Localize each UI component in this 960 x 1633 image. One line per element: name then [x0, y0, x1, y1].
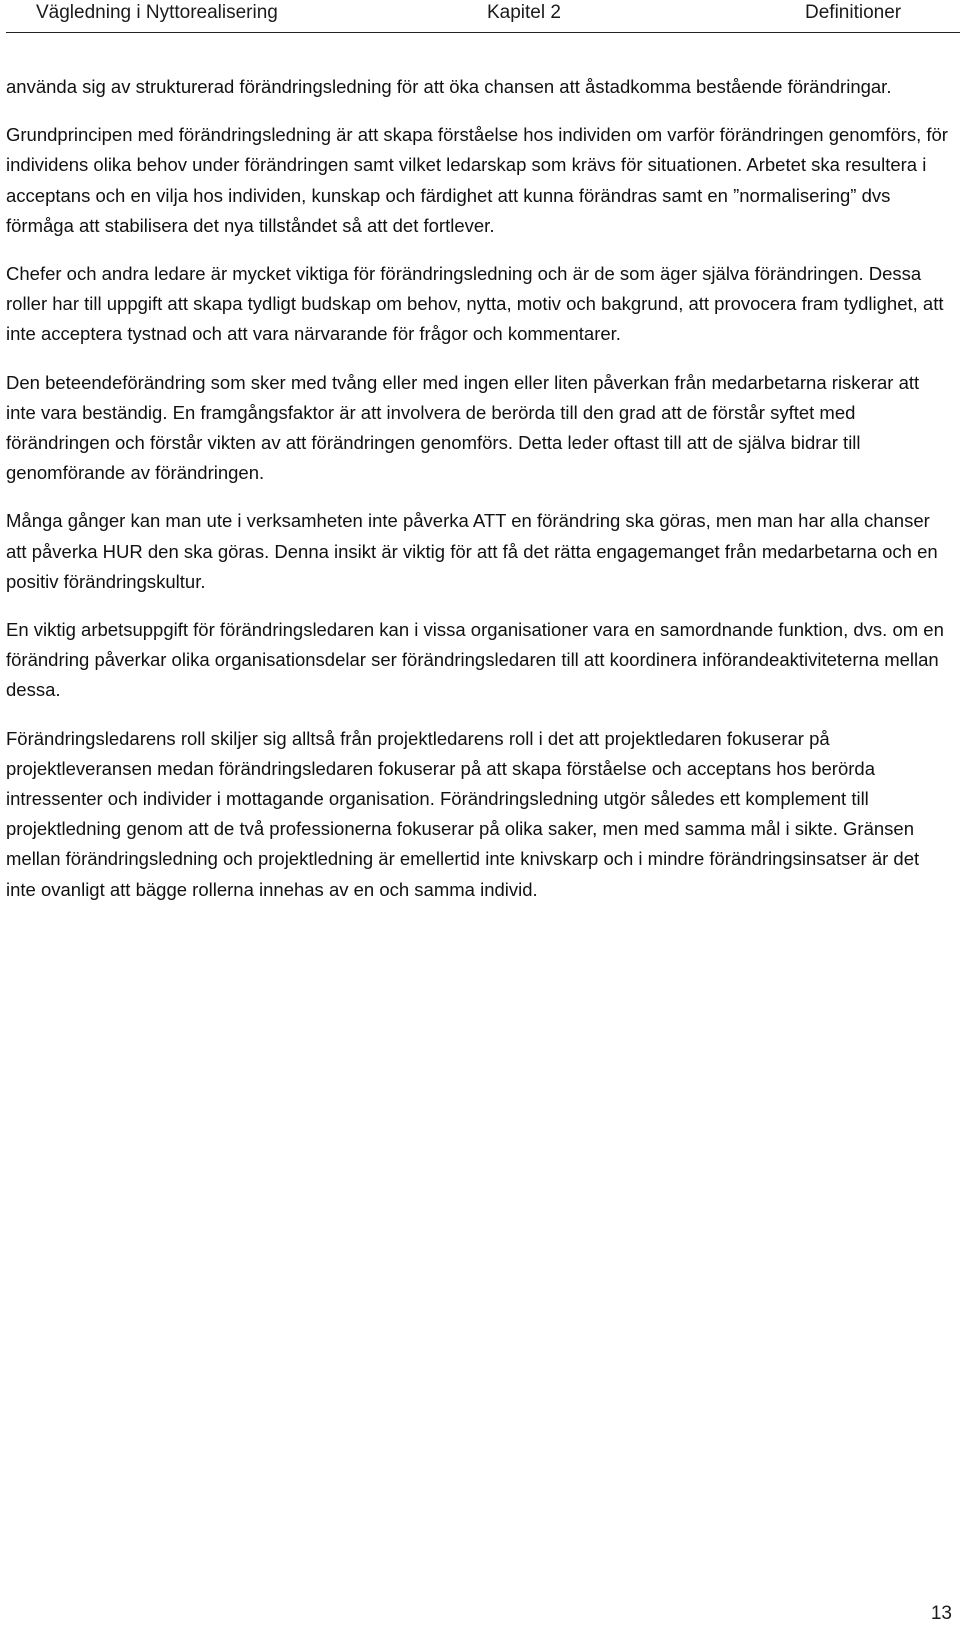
header-divider [6, 32, 960, 33]
header-section: Definitioner [805, 2, 902, 23]
paragraph-grundprincipen: Grundprincipen med förändringsledning är att skapa förståelse hos individen om varför förändringen genomförs, för individens olika behov under förändringen samt vilket ledarskap som krävs för situationen. Arbetet ska resultera i acceptans och en vilja hos individen, kunskap och färdighet att kunna förändras samt en ”normalisering” dvs förmåga att stabilisera det nya tillståndet så att det fortlever. [6, 124, 948, 236]
paragraph-arbetsuppgift: En viktig arbetsuppgift för förändringsledaren kan i vissa organisationer vara en samordnande funktion, dvs. om en förändring påverkar olika organisationsdelar ser förändringsledaren till att koordinera införandeaktiviteterna mellan dessa. [6, 619, 944, 701]
paragraph-manga-ganger: Många gånger kan man ute i verksamheten inte påverka ATT en förändring ska göras, men man har alla chanser att påverka HUR den ska göras. Denna insikt är viktig för att få det rätta engagemanget från medarbetarna och en positiv förändringskultur. [6, 510, 938, 592]
page-number: 13 [930, 1603, 952, 1624]
page-body [6, 72, 954, 905]
header-chapter: Kapitel 2 [487, 2, 561, 23]
paragraph-beteendeforandring: Den beteendeförändring som sker med tvång eller med ingen eller liten påverkan från medarbetarna riskerar att inte vara beständig. En framgångsfaktor är att involvera de berörda till den grad att de förstår syftet med förändringen och förstår vikten av att förändringen genomförs. Detta leder oftast till att de själva bidrar till genomförande av förändringen. [6, 371, 920, 484]
paragraph-forandringsledarens-roll: Förändringsledarens roll skiljer sig alltså från projektledarens roll i det att projektledaren fokuserar på projektleveransen medan förändringsledaren fokuserar på att skapa förståelse och acceptans hos berörda intressenter och individer i mottagande organisation. Förändringsledning utgör således ett komplement till projektledning genom att de två professionerna fokuserar på olika saker, men med samma mål i sikte. Gränsen mellan förändringsledning och projektledning är emellertid inte knivskarp och i mindre förändringsinsatser är det inte ovanligt att bägge rollerna innehas av en och samma individ. [6, 727, 920, 900]
header-document-title: Vägledning i Nyttorealisering [36, 2, 278, 23]
page-header [0, 0, 960, 32]
paragraph-continuation: använda sig av strukturerad förändringsledning för att öka chansen att åstadkomma bestående förändringar. [6, 76, 892, 97]
paragraph-chefer: Chefer och andra ledare är mycket viktiga för förändringsledning och är de som äger själva förändringen. Dessa roller har till uppgift att skapa tydligt budskap om behov, nytta, motiv och bakgrund, att provocera fram tydlighet, att inte acceptera tystnad och att vara närvarande för frågor och kommentarer. [6, 263, 944, 345]
